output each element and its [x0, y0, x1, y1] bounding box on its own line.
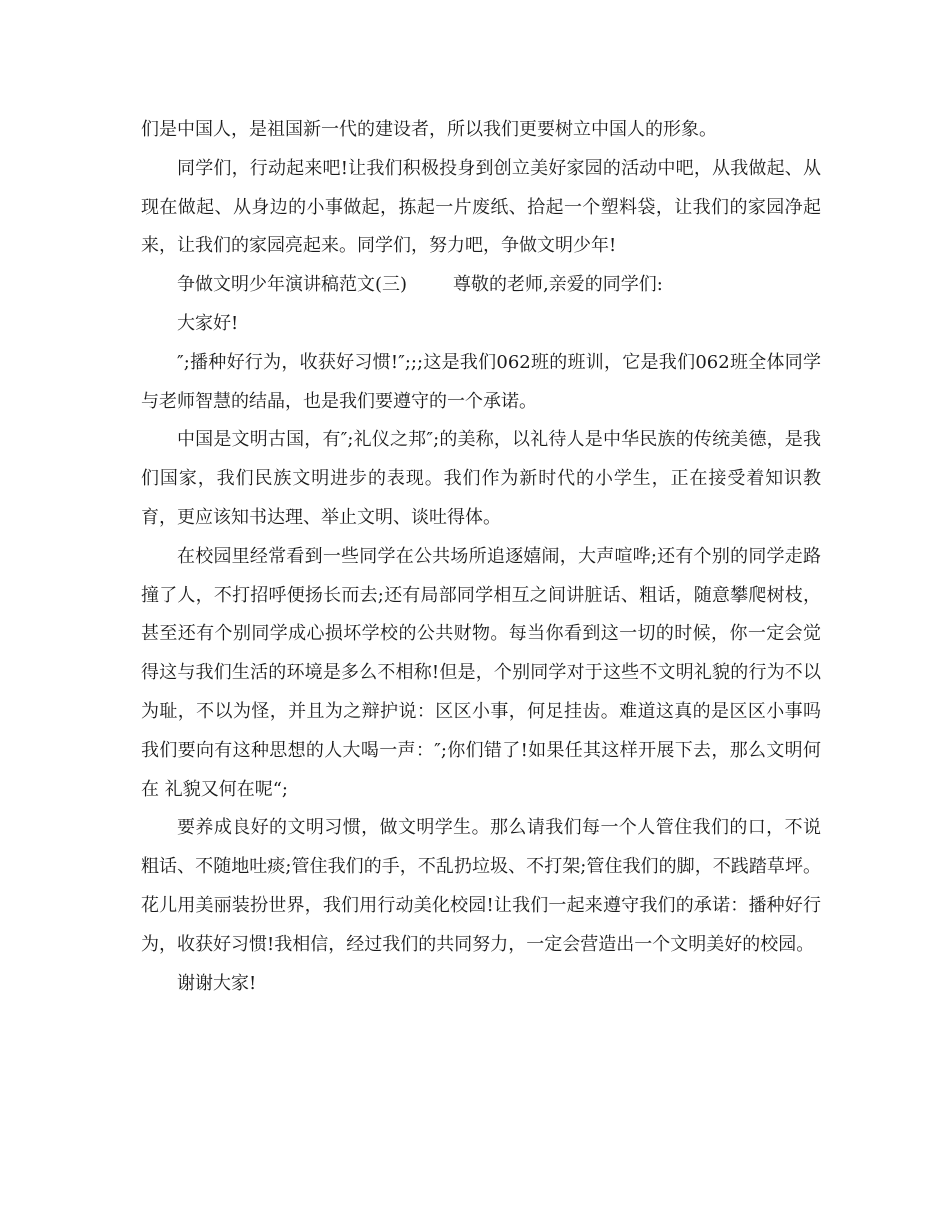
paragraph-good-habits: 要养成良好的文明习惯，做文明学生。那么请我们每一个人管住我们的口，不说粗话、不随地吐痰;管住我们的手，不乱扔垃圾、不打架;管住我们的脚，不践踏草坪。花儿用美丽装扮世界，我们用行动美化校园!让我们一起来遵守我们的承诺：播种好行为，收获好习惯!我相信，经过我们的共同努力，一定会营造出一个文明美好的校园。	[141, 817, 821, 955]
paragraph-class-motto: ″;播种好行为，收获好习惯!″;;;这是我们062班的班训，它是我们062班全体同学与老师智慧的结晶，也是我们要遵守的一个承诺。	[141, 351, 821, 412]
paragraph-greeting: 大家好!	[177, 312, 239, 334]
speech-title: 争做文明少年演讲稿范文(三)	[177, 274, 408, 296]
document-body	[141, 111, 821, 1003]
speech-heading-line	[141, 266, 821, 305]
paragraph-closing: 谢谢大家!	[177, 972, 257, 994]
paragraph-campus-behavior: 在校园里经常看到一些同学在公共场所追逐嬉闹，大声喧哗;还有个别的同学走路撞了人，不打招呼便扬长而去;还有局部同学相互之间讲脏话、粗话，随意攀爬树枝，甚至还有个别同学成心损坏学校的公共财物。每当你看到这一切的时候，你一定会觉得这与我们生活的环境是多么不相称!但是，个别同学对于这些不文明礼貌的行为不以为耻，不以为怪，并且为之辩护说：区区小事，何足挂齿。难道这真的是区区小事吗 我们要向有这种思想的人大喝一声：″;你们错了!如果任其这样开展下去，那么文明何在 礼貌又何在呢“;	[141, 545, 821, 800]
paragraph-continuation: 们是中国人，是祖国新一代的建设者，所以我们更要树立中国人的形象。	[141, 119, 717, 140]
paragraph-call-to-action: 同学们，行动起来吧!让我们积极投身到创立美好家园的活动中吧，从我做起、从现在做起、从身边的小事做起，拣起一片废纸、拾起一个塑料袋，让我们的家园净起来，让我们的家园亮起来。同学们，努力吧，争做文明少年!	[141, 157, 821, 257]
speech-salutation: 尊敬的老师,亲爱的同学们:	[453, 274, 663, 296]
paragraph-civilization: 中国是文明古国，有″;礼仪之邦″;的美称，以礼待人是中华民族的传统美德，是我们国家，我们民族文明进步的表现。我们作为新时代的小学生，正在接受着知识教育，更应该知书达理、举止文明、谈吐得体。	[141, 429, 821, 528]
